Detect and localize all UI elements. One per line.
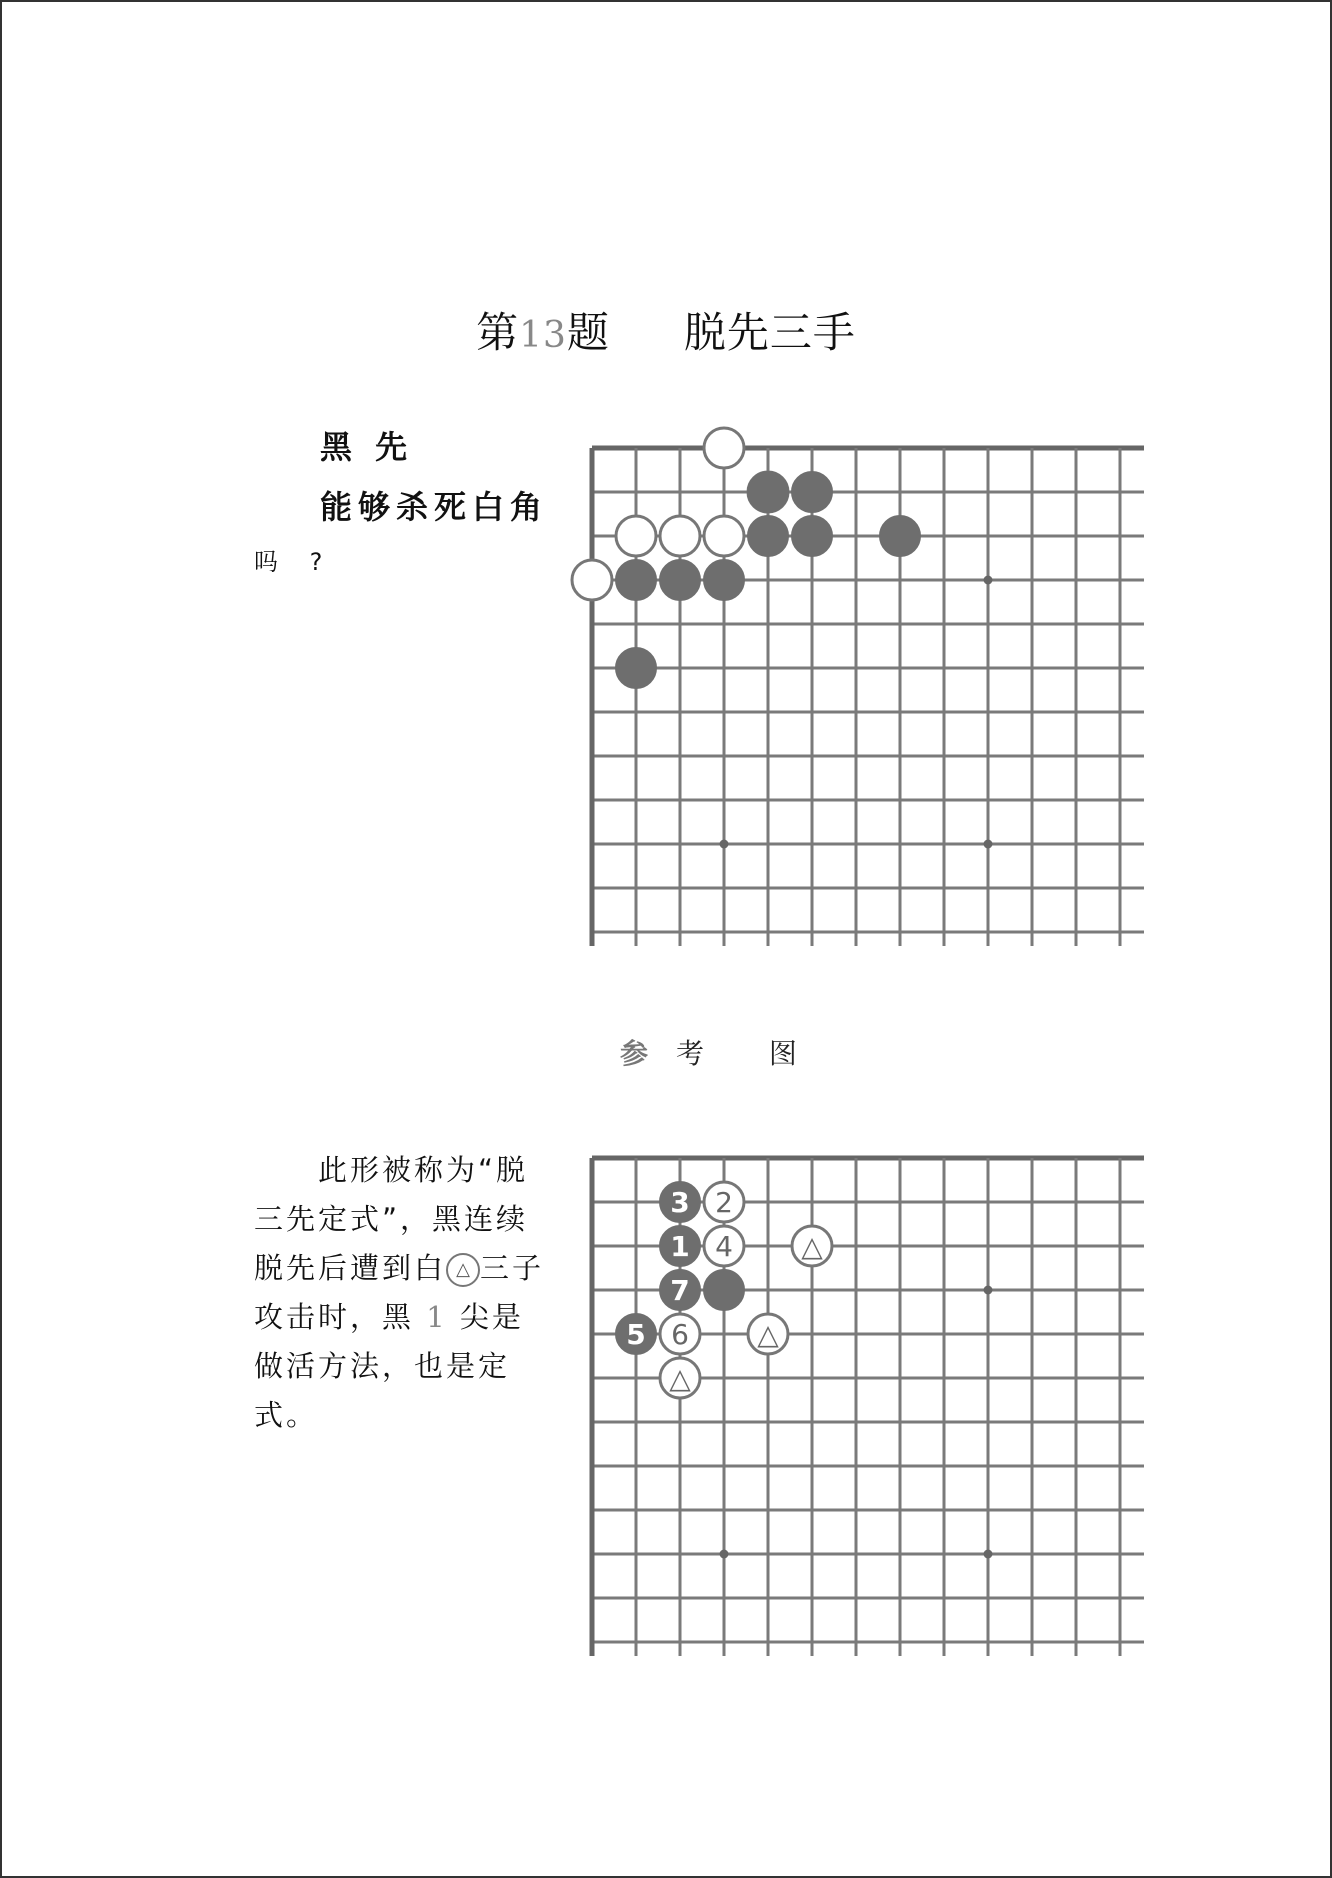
answer-segment-3: 尖是做活方法，也是定式。 [254, 1300, 524, 1432]
white-stone [704, 428, 744, 468]
answer-segment-1: 此形被称为“脱三先定式”，黑连续脱先后遭到白 [254, 1153, 529, 1285]
white-stone [616, 516, 656, 556]
black-stone [792, 472, 832, 512]
white-stone [660, 1314, 700, 1354]
black-stone [660, 1270, 700, 1310]
stone-label: 1 [670, 1230, 690, 1263]
star-point [984, 1550, 993, 1559]
white-stone [792, 1226, 832, 1266]
white-stone [704, 1226, 744, 1266]
reference-caption [620, 1032, 825, 1072]
reference-icon: 参 [620, 1037, 677, 1070]
stone-label: 4 [715, 1230, 733, 1263]
star-point [984, 1286, 993, 1295]
stone-label: 6 [671, 1318, 689, 1351]
problem-prompt [254, 422, 554, 577]
prompt-line-2: 能够杀死白角 [320, 488, 549, 526]
black-stone [616, 560, 656, 600]
answer-segment-2: 三子攻击时，黑 [254, 1251, 545, 1334]
white-stone [572, 560, 612, 600]
prompt-line-3: 吗 ? [254, 548, 335, 576]
stone-label: 7 [670, 1274, 690, 1307]
triangle-marker-icon: △ [446, 1253, 480, 1287]
star-point [720, 1550, 729, 1559]
move-number: 1 [426, 1300, 448, 1334]
black-stone [880, 516, 920, 556]
black-stone [660, 560, 700, 600]
white-stone [748, 1314, 788, 1354]
problem-number: 13 [519, 315, 567, 356]
star-point [720, 840, 729, 849]
title-suffix: 题 [566, 308, 610, 357]
black-stone [616, 648, 656, 688]
prompt-line-1: 黑 先 [320, 428, 414, 466]
star-point [984, 840, 993, 849]
white-stone [704, 516, 744, 556]
stone-label: 5 [626, 1318, 646, 1351]
problem-board [560, 420, 1160, 980]
black-stone [660, 1226, 700, 1266]
stone-label: △ [757, 1318, 779, 1351]
black-stone [616, 1314, 656, 1354]
stone-label: 2 [715, 1186, 733, 1219]
problem-name: 脱先三手 [683, 308, 856, 357]
stone-label: 3 [670, 1186, 690, 1219]
reference-caption-text: 考 图 [676, 1037, 825, 1070]
stone-label: △ [801, 1230, 823, 1263]
white-stone [704, 1182, 744, 1222]
black-stone [704, 560, 744, 600]
white-stone [660, 516, 700, 556]
stone-label: △ [669, 1362, 691, 1395]
black-stone [704, 1270, 744, 1310]
black-stone [660, 1182, 700, 1222]
page-title [0, 300, 1332, 360]
black-stone [792, 516, 832, 556]
title-prefix: 第 [476, 308, 520, 357]
white-stone [660, 1358, 700, 1398]
answer-explanation [254, 1146, 554, 1440]
black-stone [748, 472, 788, 512]
star-point [984, 576, 993, 585]
black-stone [748, 516, 788, 556]
reference-board [560, 1130, 1160, 1690]
